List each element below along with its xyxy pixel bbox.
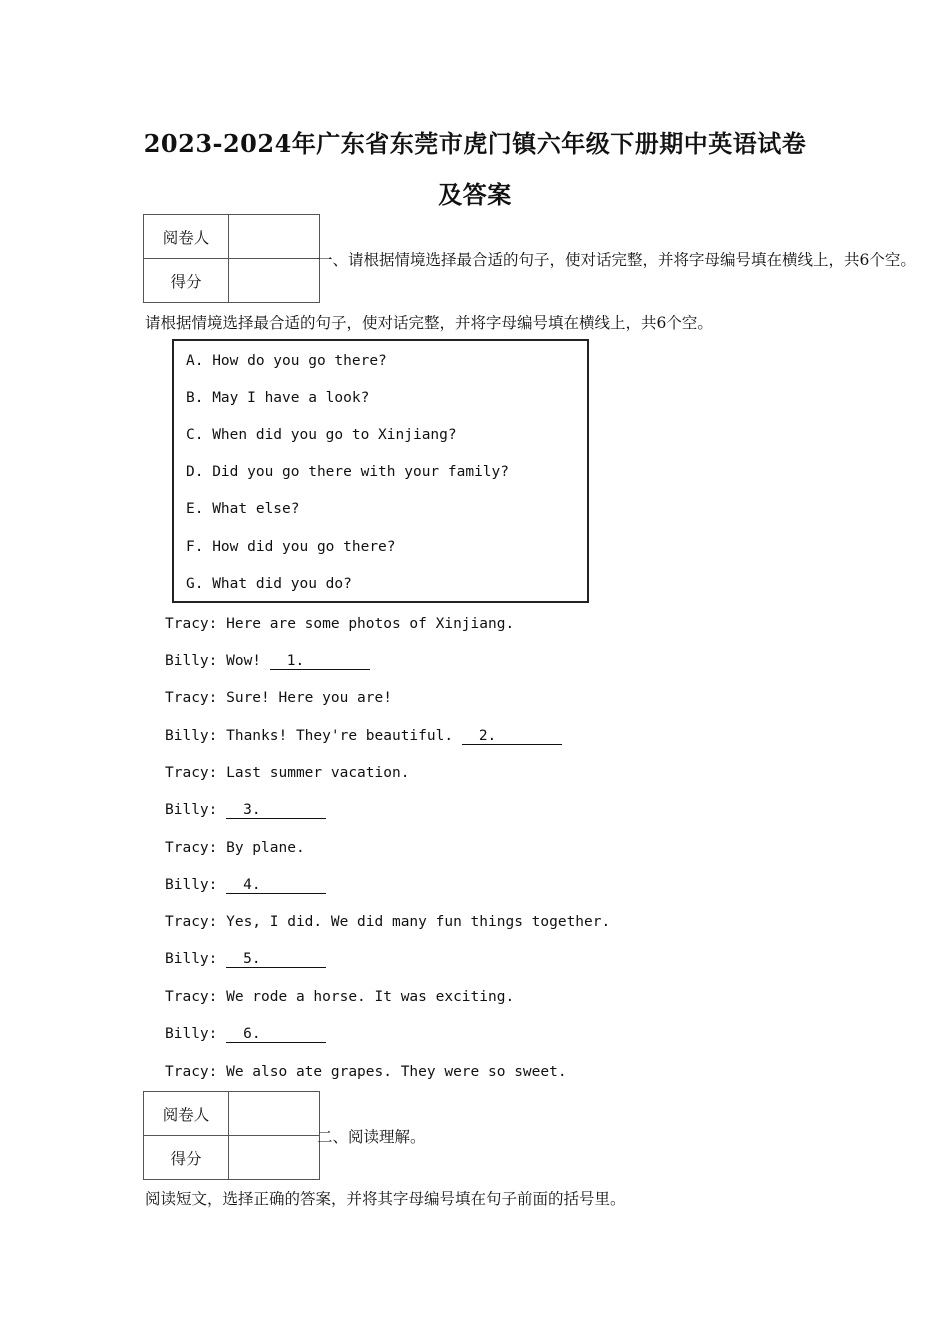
dialogue-line: Tracy: We rode a horse. It was exciting.	[165, 989, 515, 1005]
score-cell	[229, 1136, 320, 1180]
reviewer-cell	[229, 215, 320, 259]
reviewer-label: 阅卷人	[144, 215, 229, 259]
score-cell	[229, 259, 320, 303]
section1-instruction: 请根据情境选择最合适的句子，使对话完整，并将字母编号填在横线上，共6个空。	[145, 314, 713, 332]
score-label: 得分	[144, 1136, 229, 1180]
dialogue-line: Tracy: Here are some photos of Xinjiang.	[165, 616, 515, 632]
option-c: C. When did you go to Xinjiang?	[186, 427, 457, 443]
score-label: 得分	[144, 259, 229, 303]
dialogue-line: Billy: 6.	[165, 1026, 326, 1043]
score-table	[143, 1091, 320, 1180]
options-box	[172, 339, 589, 603]
dialogue-line: Billy: 4.	[165, 877, 326, 894]
option-b: B. May I have a look?	[186, 390, 370, 406]
page-title-continued: 及答案	[438, 180, 512, 209]
dialogue-line: Billy: Thanks! They're beautiful. 2.	[165, 728, 562, 745]
option-d: D. Did you go there with your family?	[186, 464, 510, 480]
answer-blank-5[interactable]: 5.	[226, 951, 326, 968]
section1-heading: 一、请根据情境选择最合适的句子，使对话完整，并将字母编号填在横线上，共6个空。	[317, 251, 916, 269]
dialogue-line: Tracy: Sure! Here you are!	[165, 690, 392, 706]
reviewer-cell	[229, 1092, 320, 1136]
answer-blank-1[interactable]: 1.	[270, 653, 370, 670]
dialogue-line: Tracy: By plane.	[165, 840, 305, 856]
answer-blank-4[interactable]: 4.	[226, 877, 326, 894]
section2-heading: 二、阅读理解。	[317, 1128, 426, 1146]
option-e: E. What else?	[186, 501, 300, 517]
option-g: G. What did you do?	[186, 576, 352, 592]
dialogue-line: Billy: 3.	[165, 802, 326, 819]
dialogue-line: Tracy: Yes, I did. We did many fun things together.	[165, 914, 611, 930]
answer-blank-6[interactable]: 6.	[226, 1026, 326, 1043]
answer-blank-2[interactable]: 2.	[462, 728, 562, 745]
answer-blank-3[interactable]: 3.	[226, 802, 326, 819]
section2-instruction: 阅读短文，选择正确的答案，并将其字母编号填在句子前面的括号里。	[145, 1190, 626, 1208]
dialogue-line: Tracy: We also ate grapes. They were so sweet.	[165, 1064, 567, 1080]
score-table	[143, 214, 320, 303]
option-a: A. How do you go there?	[186, 353, 387, 369]
dialogue-line: Billy: 5.	[165, 951, 326, 968]
dialogue-line: Billy: Wow! 1.	[165, 653, 370, 670]
page-title: 2023-2024年广东省东莞市虎门镇六年级下册期中英语试卷	[143, 129, 807, 158]
reviewer-label: 阅卷人	[144, 1092, 229, 1136]
dialogue-line: Tracy: Last summer vacation.	[165, 765, 410, 781]
option-f: F. How did you go there?	[186, 539, 396, 555]
